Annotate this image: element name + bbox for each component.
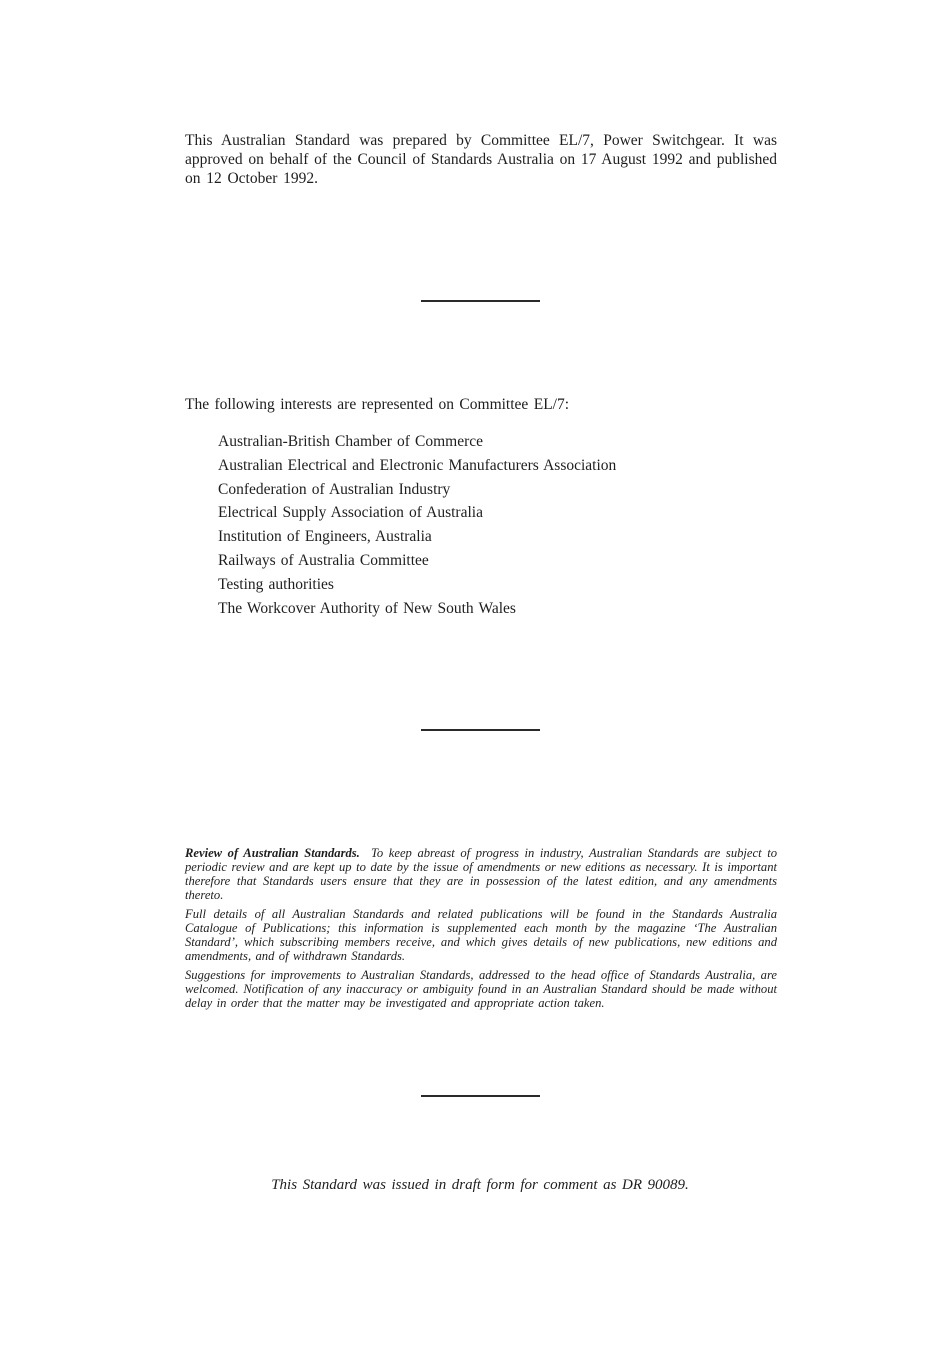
review-paragraph-2: Full details of all Australian Standards and related publications will be found in the Standards Australia Catalogue of Publications; this information is supplemented each month by the magazine ‘The Australian Standard’, which subscribing members receive, and which gives details of new publications, new editions and amendments, and of withdrawn Standards. xyxy=(185,907,777,963)
section-divider-bottom xyxy=(421,1095,540,1097)
list-item: The Workcover Authority of New South Wales xyxy=(218,599,516,617)
list-item: Institution of Engineers, Australia xyxy=(218,528,432,546)
section-divider-middle xyxy=(421,729,540,731)
review-lead: Review of Australian Standards. xyxy=(185,846,360,860)
review-paragraph-1-body: To keep abreast of progress in industry, Australian Standards are subject to periodic review and are kept up to date by the issue of amendments or new editions as necessary. It is important therefore that Standards users ensure that they are in possession of the latest edition, and any amendments thereto. xyxy=(185,846,777,902)
list-item: Railways of Australia Committee xyxy=(218,551,429,569)
committee-member-list xyxy=(218,430,778,620)
review-paragraph-1 xyxy=(185,846,777,902)
list-item: Electrical Supply Association of Australia xyxy=(218,504,483,522)
committee-heading: The following interests are represented on Committee EL/7: xyxy=(185,396,570,413)
review-section xyxy=(185,846,777,1015)
list-item: Testing authorities xyxy=(218,575,334,593)
list-item: Australian-British Chamber of Commerce xyxy=(218,433,484,450)
section-divider-top xyxy=(421,300,540,302)
review-paragraph-3: Suggestions for improvements to Australian Standards, addressed to the head office of Standards Australia, are welcomed. Notification of any inaccuracy or ambiguity found in an Australian Standard should be made without delay in order that the matter may be investigated and appropriate action taken. xyxy=(185,968,777,1010)
list-item: Confederation of Australian Industry xyxy=(218,480,451,498)
intro-paragraph: This Australian Standard was prepared by Committee EL/7, Power Switchgear. It was approved on behalf of the Council of Standards Australia on 17 August 1992 and published on 12 October 1992. xyxy=(185,132,777,187)
list-item: Australian Electrical and Electronic Manufacturers Association xyxy=(218,456,617,474)
draft-note: This Standard was issued in draft form for comment as DR 90089. xyxy=(271,1177,689,1193)
